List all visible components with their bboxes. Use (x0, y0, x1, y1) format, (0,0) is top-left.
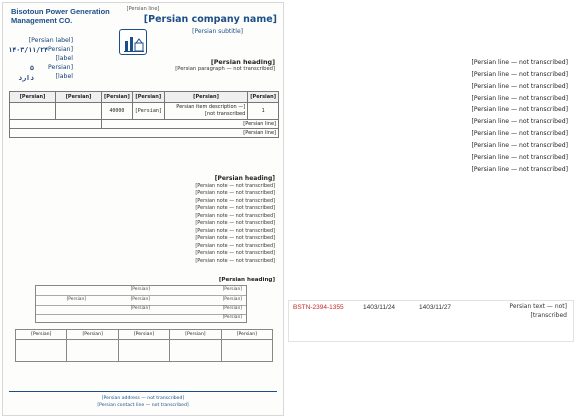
tender-description (294, 58, 568, 177)
document-image (2, 2, 284, 416)
signature-cell (16, 340, 67, 362)
company-name-fa: [Persian company name] (143, 14, 277, 25)
col-unit-price: [Persian] (56, 92, 102, 103)
document-meta (8, 37, 73, 83)
company-name-en: Bisotoun Power Generation Management CO. (11, 7, 110, 26)
items-table-header (10, 92, 279, 103)
signature-cell (67, 340, 118, 362)
form-divider (36, 295, 246, 296)
table-total-value (10, 120, 102, 129)
table-total-words-row (10, 129, 279, 138)
description-line: [Persian line — not transcribed] (471, 82, 568, 90)
company-logo (119, 29, 147, 55)
signature-header: [Persian] (118, 330, 169, 340)
meta-date-row (8, 45, 73, 64)
description-line: [Persian line — not transcribed] (471, 118, 568, 126)
supplier-form (35, 285, 247, 323)
form-label: [Persian] (130, 297, 150, 302)
signature-body-row (16, 340, 273, 362)
signature-table (15, 329, 273, 362)
description-line: [Persian line — not transcribed] (471, 142, 568, 150)
items-table (9, 91, 279, 138)
note-item: [Persian note — not transcribed] (195, 235, 275, 242)
cell-row-no: 1 (248, 103, 279, 120)
cell-unit-price (56, 103, 102, 120)
signature-header: [Persian] (16, 330, 67, 340)
description-line: [Persian line — not transcribed] (471, 59, 568, 66)
document-footer (9, 391, 277, 409)
meta-date-value: ۱۴۰۳/۱۱/۲۴ (8, 45, 49, 54)
description-line: [Persian line — not transcribed] (471, 70, 568, 78)
description-line: [Persian line — not transcribed] (471, 165, 568, 173)
col-row: [Persian] (248, 92, 279, 103)
document-header-line: [Persian line] (126, 6, 160, 12)
intro-title: [Persian heading] (210, 58, 275, 66)
tender-code[interactable]: BSTN-2394-1355 (293, 304, 344, 311)
signature-cell (221, 340, 272, 362)
col-description: [Persian] (164, 92, 247, 103)
description-line: [Persian line — not transcribed] (471, 94, 568, 102)
col-total-price: [Persian] (10, 92, 56, 103)
intro-text: [Persian paragraph — not transcribed] (175, 66, 275, 72)
cell-unit: [Persian] (132, 103, 164, 120)
table-row (10, 103, 279, 120)
meta-attachment-label: [Persian label] (48, 63, 73, 80)
deadline-date: 1403/11/27 (419, 304, 452, 311)
signature-cell (170, 340, 221, 362)
form-label: [Persian] (222, 287, 242, 292)
note-item: [Persian note — not transcribed] (195, 242, 275, 249)
table-total-words: [Persian line] (10, 129, 279, 138)
tender-short-description[interactable]: [Persian text — not transcribed] (509, 303, 567, 319)
form-divider (36, 314, 246, 315)
notes-list (13, 183, 275, 265)
signature-header-row (16, 330, 273, 340)
note-item: [Persian note — not transcribed] (195, 220, 275, 227)
cell-quantity: 40000 (102, 103, 133, 120)
note-item: [Persian note — not transcribed] (195, 183, 275, 189)
cell-total-price (10, 103, 56, 120)
company-subtitle: [Persian subtitle] (192, 28, 243, 35)
signature-header: [Persian] (170, 330, 221, 340)
supplier-form-title: [Persian heading] (218, 277, 275, 283)
publish-date: 1403/11/24 (363, 304, 396, 311)
description-line: [Persian line — not transcribed] (471, 130, 568, 138)
signature-cell (118, 340, 169, 362)
table-total-row (10, 120, 279, 129)
footer-line: [Persian address — not transcribed] (101, 396, 185, 401)
power-plant-icon (123, 32, 145, 53)
signature-header: [Persian] (67, 330, 118, 340)
form-label: [Persian] (66, 297, 86, 302)
meta-attachment-value: ۵ دارد (18, 63, 34, 82)
footer-line: [Persian contact line — not transcribed] (97, 403, 189, 409)
note-item: [Persian note — not transcribed] (195, 250, 275, 257)
cell-description: [Persian item description — not transcribed] (164, 103, 247, 120)
table-total-label: [Persian line] (102, 120, 279, 129)
form-label: [Persian] (222, 306, 242, 311)
note-item: [Persian note — not transcribed] (195, 197, 275, 204)
signature-header: [Persian] (221, 330, 272, 340)
note-item: [Persian note — not transcribed] (195, 257, 275, 264)
meta-date-label: [Persian label] (48, 45, 73, 62)
description-line: [Persian line — not transcribed] (471, 106, 568, 114)
form-label: [Persian] (222, 315, 242, 320)
notes-title: [Persian heading] (214, 175, 275, 182)
note-item: [Persian note — not transcribed] (195, 205, 275, 212)
note-item: [Persian note — not transcribed] (195, 212, 275, 219)
col-unit: [Persian] (132, 92, 164, 103)
meta-number-row (13, 37, 73, 46)
note-item: [Persian note — not transcribed] (195, 227, 275, 234)
tender-info-bar (288, 300, 574, 342)
form-label: [Persian] (222, 297, 242, 302)
col-quantity: [Persian] (102, 92, 133, 103)
description-line: [Persian line — not transcribed] (471, 153, 568, 161)
note-item: [Persian note — not transcribed] (195, 190, 275, 197)
meta-number-label: [Persian label] (28, 37, 73, 44)
form-label: [Persian] (130, 306, 150, 311)
form-label: [Persian] (130, 287, 150, 292)
